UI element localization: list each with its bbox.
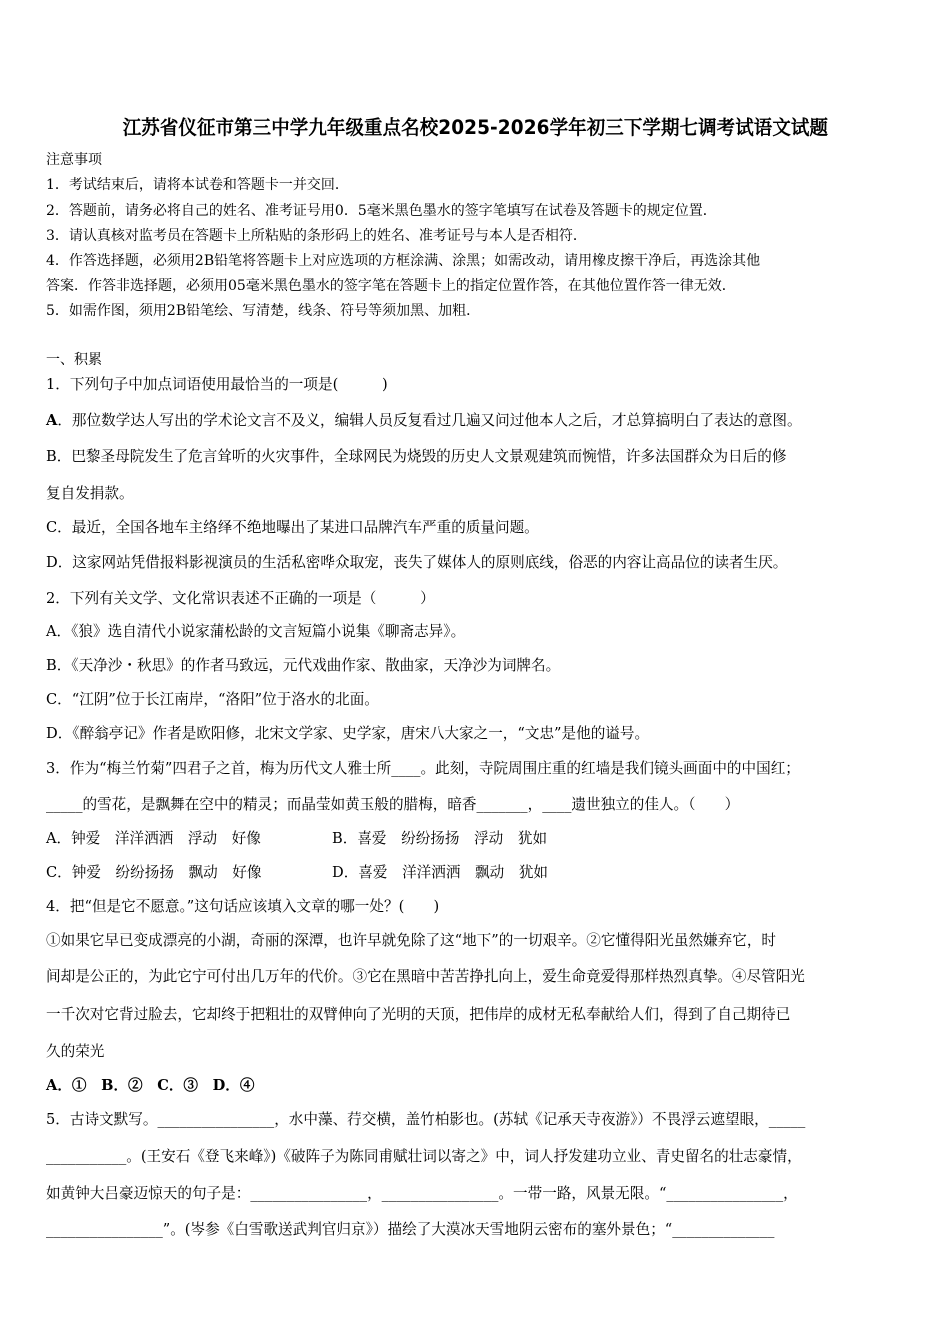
notice-heading: 注意事项 bbox=[46, 152, 102, 168]
q1-option-c: C．最近，全国各地车主络绎不绝地曝出了某进口品牌汽车严重的质量问题。 bbox=[46, 519, 539, 536]
q3-stem: 3．作为“梅兰竹菊”四君子之首，梅为历代文人雅士所____。此刻，寺院周围庄重的红墙是我们镜头画面中的中国红； bbox=[46, 760, 800, 777]
page-title bbox=[0, 112, 950, 140]
notice-item-3: 3．请认真核对监考员在答题卡上所粘贴的条形码上的姓名、准考证号与本人是否相符． bbox=[46, 228, 587, 244]
q1-option-a: A．那位数学达人写出的学术论文言不及义，编辑人员反复看过几遍又问过他本人之后，才总算搞明白了表达的意图。 bbox=[46, 412, 802, 429]
q1-option-b: B．巴黎圣母院发生了危言耸听的火灾事件，全球网民为烧毁的历史人文景观建筑而惋惜，许多法国群众为日后的修 bbox=[46, 448, 787, 465]
q5-line-2: ___________。(王安石《登飞来峰》)《破阵子为陈同甫赋壮词以寄之》中，词人抒发建功立业、青史留名的壮志豪情， bbox=[46, 1148, 802, 1165]
q4-passage-3: 一千次对它背过脸去，它却终于把粗壮的双臂伸向了光明的天顶，把伟岸的成材无私奉献给人们，得到了自己期待已 bbox=[46, 1006, 791, 1023]
q1-option-b-cont: 复自发捐款。 bbox=[46, 485, 134, 502]
q2-option-c: C．“江阴”位于长江南岸，“洛阳”位于洛水的北面。 bbox=[46, 691, 379, 708]
notice-item-1: 1．考试结束后，请将本试卷和答题卡一并交回． bbox=[46, 177, 349, 193]
notice-item-4-cont: 答案．作答非选择题，必须用05毫米黑色墨水的签字笔在答题卡上的指定位置作答，在其他位置作答一律无效． bbox=[46, 278, 736, 294]
q1-stem: 1．下列句子中加点词语使用最恰当的一项是( ) bbox=[46, 376, 388, 393]
q2-stem: 2．下列有关文学、文化常识表述不正确的一项是（ ） bbox=[46, 590, 435, 607]
notice-item-2: 2．答题前，请务必将自己的姓名、准考证号用0．5毫米黑色墨水的签字笔填写在试卷及答题卡的规定位置． bbox=[46, 203, 717, 219]
q3-option-c: C．钟爱 纷纷扬扬 飘动 好像 bbox=[46, 864, 262, 881]
q2-option-b: B．《天净沙・秋思》的作者马致远，元代戏曲作家、散曲家，天净沙为词牌名。 bbox=[46, 657, 561, 674]
q5-line-4: ________________”。(岑参《白雪歌送武判官归京》）描绘了大漠冰天雪地阴云密布的塞外景色；“______________ bbox=[46, 1221, 775, 1238]
q1-option-a-text: ．那位数学达人写出的学术论文言不及义，编辑人员反复看过几遍又问过他本人之后，才总算搞明白了表达的意图。 bbox=[57, 412, 802, 429]
q3-option-a: A．钟爱 洋洋洒洒 浮动 好像 bbox=[46, 830, 261, 847]
notice-item-4: 4．作答选择题，必须用2B铅笔将答题卡上对应选项的方框涂满、涂黑；如需改动，请用橡皮擦干净后，再选涂其他 bbox=[46, 253, 761, 269]
q1-option-d: D．这家网站凭借报料影视演员的生活私密哗众取宠，丧失了媒体人的原则底线，俗恶的内容让高品位的读者生厌。 bbox=[46, 554, 788, 571]
q4-passage-2: 间却是公正的，为此它宁可付出几万年的代价。③它在黑暗中苦苦挣扎向上，爱生命竟爱得那样热烈真挚。④尽管阳光 bbox=[46, 968, 805, 985]
page-title-text: 江苏省仪征市第三中学九年级重点名校2025-2026学年初三下学期七调考试语文试题 bbox=[122, 116, 828, 139]
section-heading: 一、积累 bbox=[46, 352, 102, 368]
notice-item-5: 5．如需作图，须用2B铅笔绘、写清楚，线条、符号等须加黑、加粗． bbox=[46, 303, 481, 319]
q3-stem-cont: _____的雪花，是飘舞在空中的精灵；而晶莹如黄玉般的腊梅，暗香_______，____遗世独立的佳人。（ ） bbox=[46, 796, 740, 813]
q2-option-d: D．《醉翁亭记》作者是欧阳修，北宋文学家、史学家，唐宋八大家之一，“文忠”是他的谥号。 bbox=[46, 725, 650, 742]
q3-option-b: B．喜爱 纷纷扬扬 浮动 犹如 bbox=[332, 830, 548, 847]
q4-options: A．① B．② C．③ D．④ bbox=[46, 1077, 255, 1094]
q5-line-1: 5．古诗文默写。________________，水中藻、荇交横，盖竹柏影也。(苏轼《记承天寺夜游》）不畏浮云遮望眼，_____ bbox=[46, 1111, 806, 1128]
q4-passage-1: ①如果它早已变成漂亮的小湖，奇丽的深潭，也许早就免除了这“地下”的一切艰辛。②它懂得阳光虽然嫌弃它，时 bbox=[46, 932, 777, 949]
q4-passage-4: 久的荣光 bbox=[46, 1043, 105, 1060]
q4-stem: 4．把“但是它不愿意。”这句话应该填入文章的哪一处？( ) bbox=[46, 898, 440, 915]
q2-option-a: A．《狼》选自清代小说家蒲松龄的文言短篇小说集《聊斋志异》。 bbox=[46, 623, 466, 640]
q3-option-d: D．喜爱 洋洋洒洒 飘动 犹如 bbox=[332, 864, 549, 881]
q5-line-3: 如黄钟大吕豪迈惊天的句子是：________________，________________。一带一路，风景无限。“________________， bbox=[46, 1185, 798, 1202]
